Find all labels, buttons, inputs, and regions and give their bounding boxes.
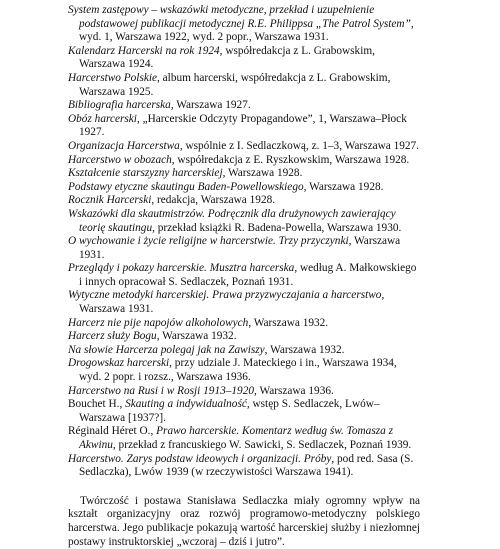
entry-details: , współredakcja z E. Ryszkowskim, Warszawa 1928. — [171, 153, 410, 166]
bibliography-entry — [68, 398, 420, 425]
entry-author: Bouchet H., — [68, 398, 126, 411]
entry-details: , pod red. Sasa (S. Sedlaczka), Lwów 1939 (w rzeczywistości Warszawa 1941). — [79, 452, 414, 479]
bibliography-entry — [68, 72, 420, 99]
entry-details: , „Harcerskie Odczyty Propagandowe”, 1, Warszawa–Płock 1927. — [79, 112, 407, 139]
entry-details: , Warszawa 1931. — [79, 235, 401, 261]
bibliography-entry — [68, 113, 420, 140]
entry-details: , album harcerski, współredakcja z L. Grabowskim, Warszawa 1925. — [79, 71, 391, 98]
entry-title: Harcerstwo na Rusi i w Rosji 1913–1920 — [68, 384, 254, 397]
entry-title: Harcerstwo Polskie — [68, 71, 158, 84]
entry-details: , Warszawa 1928. — [303, 180, 384, 193]
bibliography-entry — [68, 208, 420, 235]
entry-details: , wspólnie z I. Sedlaczkową, z. 1–3, Warszawa 1927. — [179, 139, 420, 152]
entry-title: Rocznik Harcerski — [68, 194, 152, 207]
bibliography-entry — [68, 344, 420, 358]
entry-details: , Warszawa 1931. — [79, 289, 385, 316]
entry-details: , przekład książki R. Badena-Powella, Warszawa 1930. — [152, 221, 402, 234]
entry-details: , redakcja, Warszawa 1928. — [151, 194, 276, 207]
entry-title: Na słowie Harcerza polegaj jak na Zawiszy — [68, 343, 265, 356]
bibliography-entry — [68, 453, 420, 480]
bibliography-entry — [68, 385, 420, 399]
document-page — [68, 4, 420, 549]
entry-title: Kształcenie starszyzny harcerskiej — [68, 167, 223, 180]
entry-details: , wstęp S. Sedlaczek, Lwów–Warszawa [1937?]. — [79, 398, 380, 424]
entry-title: Wytyczne metodyki harcerskiej. Prawa przyzwyczajania a harcerstwo — [68, 289, 382, 302]
entry-title: Harcerstwo. Zarys podstaw ideowych i organizacji. Próby — [68, 452, 332, 465]
entry-title: Bibliografia harcerska — [68, 99, 171, 112]
bibliography-entry — [68, 357, 420, 384]
bibliography-entry — [68, 4, 420, 45]
entry-author: Réginald Héret O., — [68, 425, 157, 438]
entry-title: Harcerstwo w obozach — [68, 153, 172, 166]
entry-details: , Warszawa 1932. — [264, 343, 345, 356]
entry-details: , Warszawa 1928. — [222, 167, 303, 180]
bibliography-entry — [68, 262, 420, 289]
entry-title: O wychowanie i życie religijne w harcerstwie. Trzy przyczynki — [68, 235, 349, 248]
bibliography-entry — [68, 235, 420, 262]
bibliography-entry — [68, 140, 420, 154]
entry-details: , według A. Małkowskiego i innych opracował S. Sedlaczek, Poznań 1931. — [79, 262, 417, 288]
bibliography-entry — [68, 154, 420, 168]
closing-paragraph: Twórczość i postawa Stanisława Sedlaczka miały ogromny wpływ na kształt organizacyjny oraz rozwój programowo-metodyczny polskiego harcerstwa. Jego publikacje pokazują wartość harcerskiej służby i niezłomnej postawy instruktorskiej „wczoraj – dziś i jutro”. — [68, 494, 420, 548]
entry-title: Kalendarz Harcerski na rok 1924 — [68, 44, 220, 57]
entry-details: , Warszawa 1932. — [156, 330, 237, 343]
bibliography-entry — [68, 99, 420, 113]
bibliography-entry — [68, 194, 420, 208]
entry-title: Drogowskaz harcerski — [68, 357, 170, 370]
entry-details: , Warszawa 1936. — [254, 384, 334, 397]
entry-title: Podstawy etyczne skautingu Baden-Powellowskiego — [68, 180, 304, 193]
entry-title: Harcerz nie pije napojów alkoholowych — [68, 316, 249, 329]
bibliography-entry — [68, 181, 420, 195]
bibliography-entry — [68, 425, 420, 452]
entry-details: , przy udziale J. Mateckiego i in., Warszawa 1934, wyd. 2 popr. i rozsz., Warszawa 1936. — [79, 357, 397, 384]
bibliography-entry — [68, 317, 420, 331]
bibliography-entry — [68, 45, 420, 72]
entry-details: , wyd. 1, Warszawa 1922, wyd. 2 popr., Warszawa 1931. — [79, 17, 414, 44]
bibliography-entry — [68, 167, 420, 181]
bibliography-entry — [68, 289, 420, 316]
entry-details: , przekład z francuskiego W. Sawicki, S. Sedlaczek, Poznań 1939. — [112, 439, 412, 451]
entry-title: Skauting a indywidualność — [125, 398, 247, 411]
entry-title: Harcerz służy Bogu — [68, 330, 157, 343]
entry-details: , współredakcja z L. Grabowskim, Warszawa 1924. — [79, 44, 375, 71]
bibliography-list — [68, 4, 420, 480]
entry-title: Wskazówki dla skautmistrzów. Podręcznik dla drużynowych zawierający teorię skautingu — [68, 207, 396, 234]
entry-title: Obóz harcerski — [68, 112, 137, 125]
entry-details: , Warszawa 1932. — [248, 316, 329, 329]
entry-title: System zastępowy – wskazówki metodyczne, przekład i uzupełnienie podstawowej publikacji metodycznej R.E. Philippsa „The Patrol System” — [68, 4, 411, 30]
entry-details: , Warszawa 1927. — [170, 99, 251, 112]
entry-title: Prawo harcerskie. Komentarz według św. Tomasza z Akwinu — [79, 425, 393, 451]
entry-title: Organizacja Harcerstwa — [68, 139, 180, 152]
entry-title: Przeglądy i pokazy harcerskie. Musztra harcerska — [68, 262, 295, 275]
bibliography-entry — [68, 330, 420, 344]
